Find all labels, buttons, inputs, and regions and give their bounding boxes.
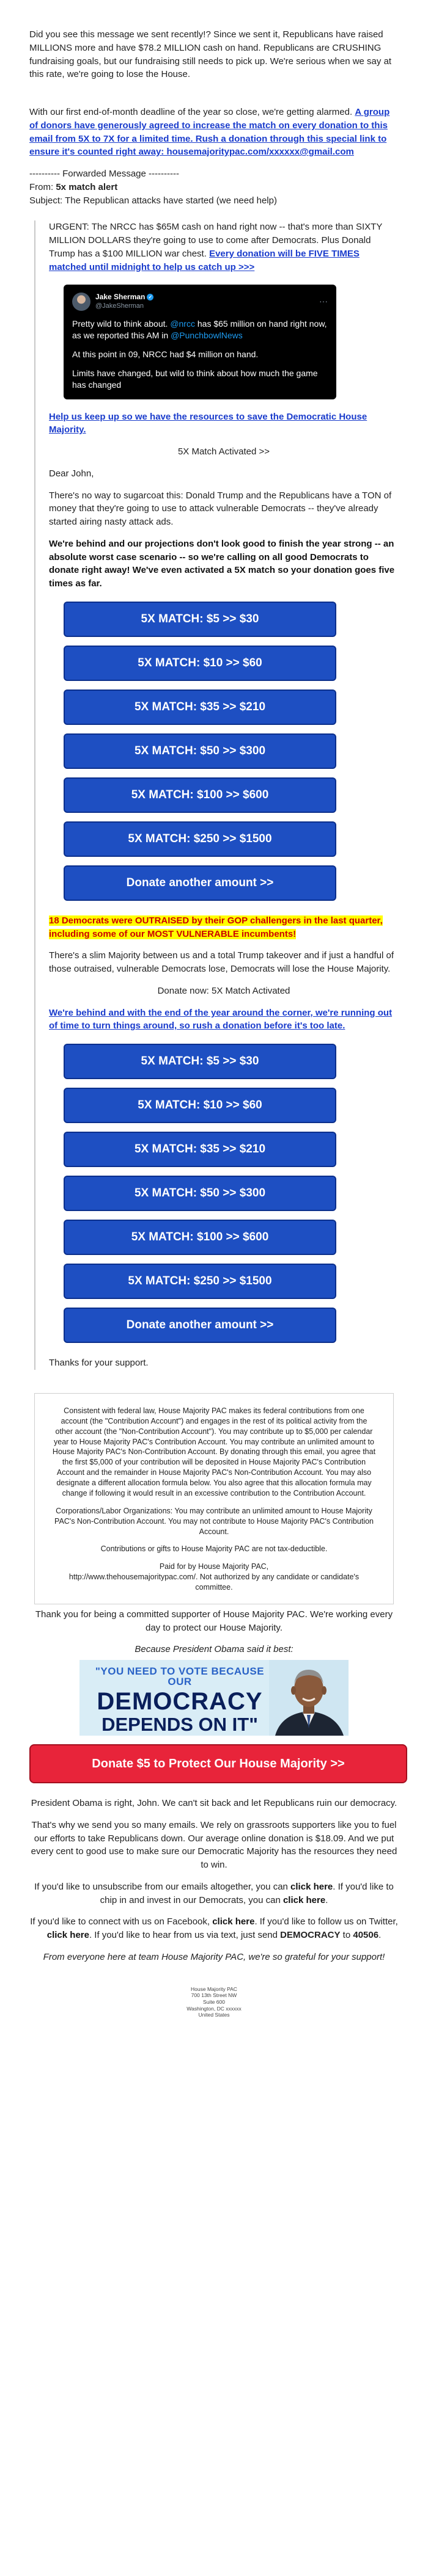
donate-now-activated-text[interactable]: Donate now: 5X Match Activated [157,985,290,996]
tweet-author-name [95,292,319,302]
greeting: Dear John, [49,468,94,479]
address-line: Suite 600 [203,1998,225,2005]
text-number: 40506 [353,1930,379,1941]
help-us-keep-up-link[interactable]: Help us keep up so we have the resources to save the Democratic House Majority. [49,411,367,435]
obama-portrait-image [269,1660,349,1736]
obama-right-text: President Obama is right, John. We can't sit back and let Republicans ruin our democracy. [31,1798,397,1809]
obama-quote-banner[interactable] [79,1660,349,1736]
legal-disclaimer [34,1393,394,1604]
tweet-header [72,292,328,311]
intro-section [29,0,399,159]
text-keyword: DEMOCRACY [280,1930,341,1941]
tweet-line-2: At this point in 09, NRCC had $4 million on hand. [72,349,259,360]
banner-line-2: DEMOCRACY [97,1688,263,1716]
address-line: United States [198,2012,230,2018]
subject-value: The Republican attacks have started (we need help) [65,195,277,206]
unsubscribe-paragraph [29,1880,399,1907]
donate-50-button[interactable]: 5X MATCH: $50 >> $300 [64,733,336,769]
match-donation-link[interactable]: A group of donors have generously agreed to increase the match on every donation to this email from 5X to 7X for a limited time. Rush a donation through this special link to ensure it's counted right away: housemajoritypac.com/xxxxxx@gmail.com [29,107,390,158]
more-options-icon[interactable]: ··· [319,296,328,307]
facebook-link[interactable]: click here [212,1916,255,1927]
donate-10-button[interactable]: 5X MATCH: $10 >> $60 [64,1088,336,1123]
unsub-text-1: If you'd like to unsubscribe from our emails altogether, you can [34,1881,291,1892]
outraised-highlight: 18 Democrats were OUTRAISED by their GOP challengers in the last quarter, including some of our MOST VULNERABLE incumbents! [49,915,383,939]
connect-text-2: . If you'd like to follow us on Twitter, [254,1916,398,1927]
grateful-text: From everyone here at team House Majority PAC, we're so grateful for your support! [43,1951,385,1962]
many-emails-text: That's why we send you so many emails. We rely on grassroots supporters like you to fuel our efforts to take Republicans down. Our average online donation is $18.09. And we put every cent to good use to make sure our Democratic Majority has the resources they need to win. [31,1819,397,1871]
tweet-text-a: Pretty wild to think about. [72,319,171,329]
donate-250-button[interactable]: 5X MATCH: $250 >> $1500 [64,1264,336,1299]
connect-paragraph [29,1915,399,1942]
tweet-line-1 [72,318,328,341]
tweet-handle: @JakeSherman [95,302,144,310]
deadline-text: With our first end-of-month deadline of the year so close, we're getting alarmed. [29,107,353,117]
urgent-paragraph [49,220,399,274]
twitter-link[interactable]: click here [46,1930,89,1941]
connect-text-3: . If you'd like to hear from us via text, just send [89,1930,281,1941]
tweet-text-b: has $65 million on hand right now, as we reported this AM in [72,319,327,341]
donate-other-amount-button[interactable]: Donate another amount >> [64,865,336,901]
obama-intro: Because President Obama said it best: [135,1644,293,1655]
tweet-embed-wrapper [49,282,399,399]
tweet-card[interactable] [64,285,336,399]
avatar [72,293,90,311]
verified-badge-icon: ✓ [147,294,153,300]
body-paragraph-3: There's a slim Majority between us and a total Trump takeover and if just a handful of those outraised, vulnerable Democrats lose, Democrats will lose the House Majority. [49,950,394,975]
subject-label: Subject: [29,195,63,206]
disclaimer-accounts: Consistent with federal law, House Majority PAC makes its federal contributions from one account (the "Contribution Account") and engages in the rest of its political activity from the other account (the "Non-Contribution Account"). You may contribute up to $5,000 per calendar year to House Majority PAC's Contribution Account. You may contribute an unlimited amount to House Majority PAC's Non-Contribution Account. By donating through this email, you agree that the first $5,000 of your contribution will be deposited in House Majority PAC's Contribution Account and the remainder in House Majority PAC's Non-Contribution Account. You may also designate a different allocation formula below. You also agree that this allocation formula may change if following it would result in an excessive contribution to the Contribution Account. [52,1406,376,1497]
body-paragraph-1: There's no way to sugarcoat this: Donald Trump and the Republicans have a TON of money that they're going to use to attack vulnerable Democrats -- they've already started airing nasty attack ads. [49,490,392,528]
author-name: Jake Sherman [95,293,146,302]
tweet-mention-punchbowl[interactable]: @PunchbowlNews [171,330,243,341]
donate-5-protect-majority-button[interactable]: Donate $5 to Protect Our House Majority >> [29,1744,407,1783]
forward-divider: ---------- Forwarded Message ---------- [29,169,179,179]
donation-buttons-1 [49,599,399,914]
disclaimer-tax: Contributions or gifts to House Majority PAC are not tax-deductible. [100,1545,328,1554]
intro-deadline-paragraph [29,106,399,159]
intro-paragraph: Did you see this message we sent recently!? Since we sent it, Republicans have raised MILLIONS more and have $78.2 MILLION cash on hand. Republicans are CRUSHING fundraising goals, but our fundraising still needs to pick up. We're serious when we say at this rate, we're going to lose the House. [29,29,392,80]
donate-50-button[interactable]: 5X MATCH: $50 >> $300 [64,1176,336,1211]
mailing-address [29,1973,399,2037]
tweet-mention-nrcc[interactable]: @nrcc [170,319,195,329]
forward-subject [29,194,399,208]
donate-100-button[interactable]: 5X MATCH: $100 >> $600 [64,1220,336,1255]
forward-from [29,181,399,194]
urgent-text: URGENT: The NRCC has $65M cash on hand right now -- that's more than SIXTY MILLION DOLLARS they're going to use to come after Democrats. Plus Donald Trump has a $100 MILLION war chest. [49,222,383,259]
donation-buttons-2 [49,1041,399,1356]
donate-250-button[interactable]: 5X MATCH: $250 >> $1500 [64,821,336,857]
donate-35-button[interactable]: 5X MATCH: $35 >> $210 [64,1132,336,1167]
address-line: Washington, DC xxxxxx [186,2005,242,2012]
five-times-match-link[interactable]: Every donation will be FIVE TIMES matched until midnight to help us catch up >>> [49,248,360,272]
disclaimer-corporations: Corporations/Labor Organizations: You may contribute an unlimited amount to House Majority PAC's Non-Contribution Account. You may not contribute to House Majority PAC's Contribution Account. [54,1506,374,1536]
banner-line-3: DEPENDS ON IT" [101,1714,258,1736]
donate-100-button[interactable]: 5X MATCH: $100 >> $600 [64,777,336,813]
connect-text-5: . [378,1930,382,1941]
address-line: 700 13th Street NW [191,1992,237,1999]
from-value: 5x match alert [56,181,118,192]
unsub-text-3: . [325,1894,328,1905]
connect-text-1: If you'd like to connect with us on Facebook, [30,1916,213,1927]
thanks-text: Thanks for your support. [49,1358,149,1369]
unsubscribe-link[interactable]: click here [290,1881,333,1892]
donate-10-button[interactable]: 5X MATCH: $10 >> $60 [64,646,336,681]
paid-for-by [52,1562,376,1593]
footer-thanks: Thank you for being a committed supporter of House Majority PAC. We're working every day to protect our House Majority. [35,1609,393,1633]
rush-donation-link[interactable]: We're behind and with the end of the year around the corner, we're running out of time to turn things around, so rush a donation before it's too late. [49,1007,393,1031]
from-label: From: [29,181,54,192]
donate-other-amount-button[interactable]: Donate another amount >> [64,1308,336,1343]
donate-5-button[interactable]: 5X MATCH: $5 >> $30 [64,602,336,637]
address-line: House Majority PAC [191,1985,237,1992]
body-paragraph-2: We're behind and our projections don't look good to finish the year strong -- an absolute worst case scenario -- so we're calling on all good Democrats to donate right away! We've even activated a 5X match so your donation goes five times as far. [49,538,395,589]
paid-for-by-line: Paid for by House Majority PAC, [159,1562,269,1571]
match-activated-text[interactable]: 5X Match Activated >> [177,446,270,457]
banner-quote [88,1666,271,1734]
donate-5-button[interactable]: 5X MATCH: $5 >> $30 [64,1044,336,1079]
paid-for-by-url: http://www.thehousemajoritypac.com/. Not authorized by any candidate or candidate's committee. [68,1573,360,1592]
banner-line-1: "YOU NEED TO VOTE BECAUSE OUR [95,1665,265,1688]
donate-35-button[interactable]: 5X MATCH: $35 >> $210 [64,689,336,725]
unsub-text-2: . If you'd like to chip in and invest in our Democrats, you can [100,1881,394,1905]
invest-link[interactable]: click here [282,1894,326,1905]
quoted-message [34,220,399,1370]
tweet-author [95,292,319,311]
connect-text-4: to [340,1930,353,1941]
tweet-line-3: Limits have changed, but wild to think about how much the game has changed [72,368,318,390]
